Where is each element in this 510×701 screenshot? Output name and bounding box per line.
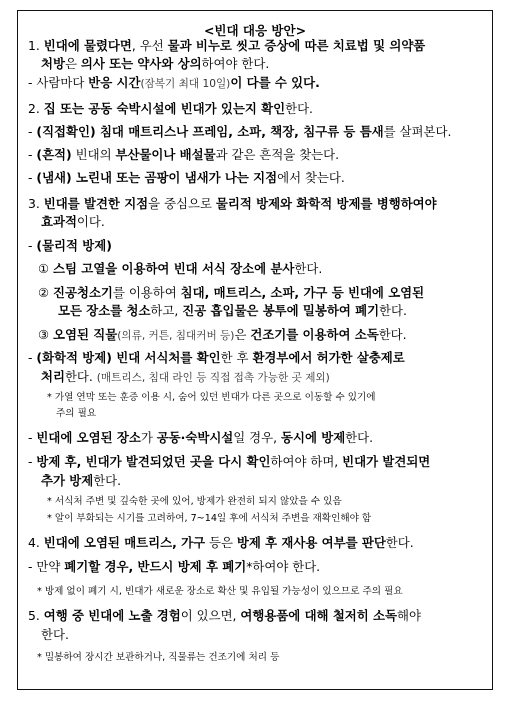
text-segment: (잠복기 최대 10일): [140, 78, 231, 90]
text-segment: 한다.: [345, 430, 374, 445]
text-segment: * 알이 부화되는 시기를 고려하여, 7~14일 후에 서식처 주변을 재확인해야 함: [47, 513, 372, 524]
text-segment: 이 다를 수 있다.: [230, 75, 320, 90]
text-segment: (화학적 방제) 빈대 서식처를 확인: [36, 350, 221, 365]
text-segment: 건조기를 이용하여 소독: [250, 327, 379, 342]
text-segment: 방제 후, 빈대가 발견되었던 곳을 다시 확인: [36, 454, 271, 469]
text-segment: 처리: [41, 369, 65, 384]
text-line: [28, 454, 430, 470]
text-segment: 빈대가 발견되면: [342, 454, 431, 469]
text-line: [28, 535, 414, 551]
text-segment: 스팀 고열을 이용하여 빈대 서식 장소에 분사: [53, 261, 295, 276]
text-segment: * 서식처 주변 및 깊숙한 곳에 있어, 방제가 완전히 되지 않았을 수 있음: [47, 496, 342, 507]
text-line: [41, 627, 69, 643]
text-segment: -: [28, 454, 37, 469]
text-segment: 빈대를 발견한 지점: [43, 196, 149, 211]
text-line: [41, 369, 330, 386]
text-segment: -: [28, 147, 37, 162]
text-segment: -: [28, 124, 37, 139]
text-segment: (물리적 방제): [36, 238, 112, 253]
text-line: [28, 75, 320, 92]
text-segment: 하여야 한다.: [201, 56, 270, 71]
text-segment: 은: [64, 56, 81, 71]
text-line: [28, 430, 373, 446]
text-segment: 집 또는 공동 숙박시설에 빈대가 있는지 확인: [43, 101, 286, 116]
text-segment: 하여야 하며,: [270, 454, 343, 469]
text-segment: 한다.: [41, 627, 69, 642]
text-segment: 폐기할 경우, 반드시 방제 후 폐기: [64, 559, 247, 574]
text-line: [28, 170, 345, 186]
text-segment: 의사 또는 약사와 상의: [80, 56, 202, 71]
text-segment: 추가 방제: [41, 473, 94, 488]
text-segment: 가: [140, 430, 157, 445]
text-segment: 를 이용하여: [112, 285, 181, 300]
text-line: [28, 101, 313, 117]
text-segment: 이 있으면,: [180, 608, 241, 623]
text-segment: 모든 장소를 청소: [58, 303, 151, 318]
text-segment: (직접확인) 침대 매트리스나 프레임, 소파, 책장, 침구류 등 틈새: [36, 124, 384, 139]
text-segment: 한다.: [378, 327, 407, 342]
text-segment: 빈대에 오염된 매트리스, 가구: [43, 535, 206, 550]
text-segment: 1.: [28, 38, 44, 53]
text-segment: *하여야 한다.: [246, 559, 321, 574]
text-line: [37, 650, 279, 666]
text-segment: ③: [38, 327, 54, 342]
text-segment: -: [28, 170, 37, 185]
text-segment: * 밀봉하여 장시간 보관하거나, 직물류는 건조기에 처리 등: [37, 652, 280, 663]
text-segment: 여행용품에 대해 철저히 소독: [240, 608, 397, 623]
text-segment: ①: [38, 261, 54, 276]
text-segment: 빈대의: [71, 147, 116, 162]
text-segment: 빈대에 물렸다면: [43, 38, 132, 53]
text-segment: 하고,: [150, 303, 183, 318]
text-line: [28, 559, 320, 575]
text-segment: (의류, 커튼, 침대커버 등): [117, 330, 235, 342]
text-segment: -: [28, 430, 37, 445]
text-segment: 여행 중 빈대에 노출 경험: [43, 608, 181, 623]
text-line: [47, 390, 376, 406]
text-line: [28, 196, 437, 212]
text-line: [41, 473, 121, 489]
text-segment: 물리적 방제와 화학적 방제를 병행하여야: [215, 196, 437, 211]
text-segment: 5.: [28, 608, 44, 623]
text-line: [28, 147, 339, 163]
text-segment: 2.: [28, 101, 44, 116]
text-line: [28, 38, 425, 54]
text-segment: 를 살펴본다.: [383, 124, 452, 139]
text-segment: 효과적: [41, 214, 77, 229]
text-line: [58, 303, 407, 319]
text-segment: (냄새) 노린내 또는 곰팡이 냄새가 나는 지점: [36, 170, 278, 185]
guide-box: [17, 10, 493, 690]
text-segment: , 우선: [131, 38, 168, 53]
text-segment: 등은: [205, 535, 237, 550]
text-segment: 은: [234, 327, 251, 342]
text-segment: 한 후: [220, 350, 253, 365]
text-segment: 3.: [28, 196, 44, 211]
text-segment: 빈대에 오염된 장소: [36, 430, 141, 445]
text-segment: 이다.: [76, 214, 105, 229]
text-segment: 에서 찾는다.: [277, 170, 345, 185]
text-segment: - 사람마다: [28, 75, 89, 90]
text-segment: 한다.: [385, 535, 414, 550]
text-segment: 진공청소기: [53, 285, 113, 300]
text-segment: 방제 후 재사용 여부를 판단: [236, 535, 386, 550]
text-segment: - 만약: [28, 559, 65, 574]
text-line: [28, 238, 112, 254]
text-segment: 한다.: [93, 473, 122, 488]
text-segment: 오염된 직물: [53, 327, 118, 342]
text-segment: 침대, 매트리스, 소파, 가구 등 빈대에 오염된: [180, 285, 425, 300]
text-segment: 해야: [397, 608, 421, 623]
text-line: [28, 124, 451, 140]
text-line: [28, 350, 405, 366]
text-segment: 4.: [28, 535, 44, 550]
text-segment: 처방: [41, 56, 65, 71]
text-line: [41, 56, 269, 72]
text-segment: (흔적): [36, 147, 72, 162]
text-line: [47, 494, 342, 510]
text-segment: -: [28, 238, 37, 253]
text-line: [28, 608, 421, 624]
text-segment: 공동·숙박시설: [156, 430, 234, 445]
text-segment: 일 경우,: [233, 430, 281, 445]
text-segment: 한다.: [379, 303, 407, 318]
text-segment: 한다.: [294, 261, 323, 276]
text-line: [41, 214, 105, 230]
text-segment: ②: [38, 285, 54, 300]
page-title: <빈대 대응 방안>: [203, 23, 307, 38]
text-segment: -: [28, 350, 37, 365]
text-line: [47, 511, 371, 527]
text-segment: * 방제 없이 폐기 시, 빈대가 새로운 장소로 확산 및 유입될 가능성이 있으므로 주의 필요: [37, 586, 403, 597]
text-segment: (매트리스, 침대 라인 등 직접 접촉 가능한 곳 제외): [96, 372, 330, 384]
text-segment: 한다.: [64, 369, 97, 384]
text-segment: 진공 흡입물은 봉투에 밀봉하여 폐기: [182, 303, 380, 318]
text-segment: * 가열 연막 또는 훈증 이용 시, 숨어 있던 빈대가 다른 곳으로 이동할 수 있기에: [47, 392, 376, 403]
text-segment: 동시에 방제: [281, 430, 346, 445]
text-segment: 을 중심으로: [148, 196, 216, 211]
text-line: [38, 327, 407, 344]
text-line: [38, 285, 424, 301]
text-line: [56, 406, 96, 422]
text-segment: 환경부에서 허가한 살충제로: [252, 350, 405, 365]
text-segment: 과 같은 흔적을 찾는다.: [215, 147, 340, 162]
text-line: [38, 261, 322, 277]
text-line: [37, 584, 403, 600]
text-segment: 주의 필요: [56, 408, 97, 419]
text-segment: 물과 비누로 씻고 증상에 따른 치료법 및 의약품: [167, 38, 426, 53]
text-segment: 반응 시간: [88, 75, 141, 90]
text-segment: 부산물이나 배설물: [115, 147, 216, 162]
text-segment: 한다.: [285, 101, 313, 116]
